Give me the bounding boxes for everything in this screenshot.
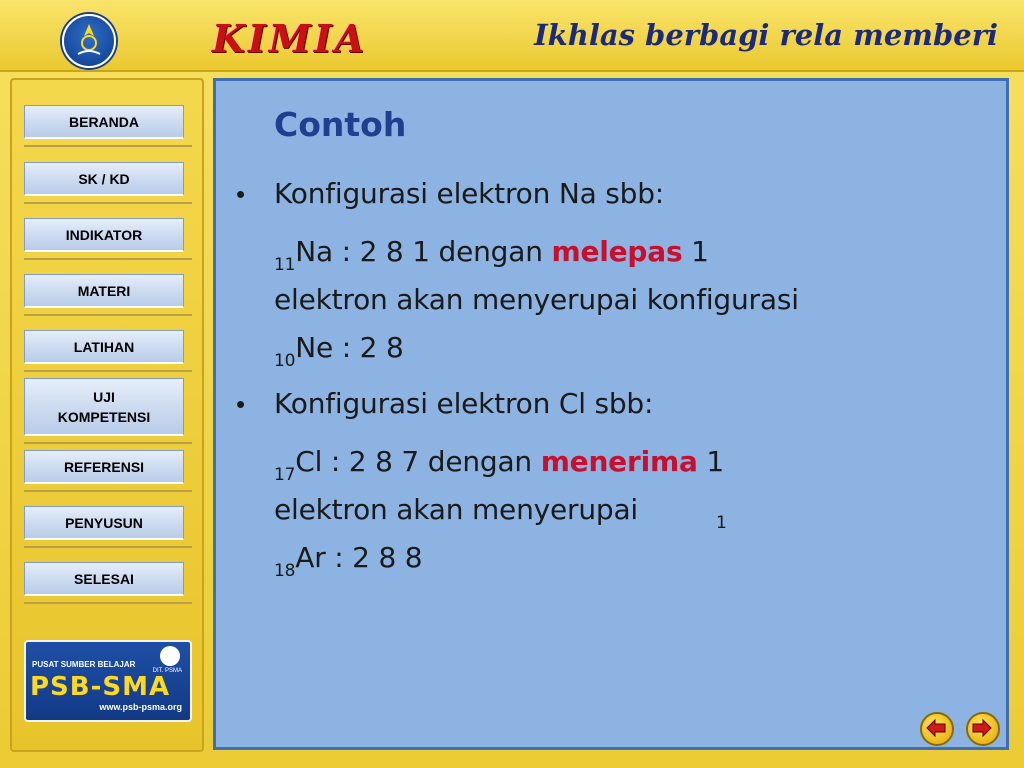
psb-sma-logo[interactable] — [24, 640, 192, 722]
ne-element: Ne — [295, 331, 334, 364]
na-element: Na — [295, 235, 333, 268]
header-bar — [0, 0, 1024, 72]
bullet-na-text: Konfigurasi elektron Na sbb: — [274, 177, 665, 210]
nav-divider — [24, 490, 192, 492]
ar-config: : 2 8 8 — [325, 541, 423, 574]
psb-name: PSB-SMA — [30, 672, 171, 702]
psb-mini-text: DIT. PSMA — [152, 668, 182, 674]
menerima-highlight: menerima — [540, 445, 698, 478]
ar-config-line — [274, 541, 423, 581]
bullet-icon: • — [236, 179, 246, 209]
nav-divider — [24, 370, 192, 372]
psb-top-text: PUSAT SUMBER BELAJAR — [32, 660, 136, 669]
nav-divider — [24, 202, 192, 204]
melepas-highlight: melepas — [551, 235, 683, 268]
ne-config-line — [274, 331, 404, 371]
ne-config: : 2 8 — [333, 331, 404, 364]
content-panel — [213, 78, 1009, 750]
arrow-left-icon[interactable] — [920, 712, 954, 746]
emblem-icon — [160, 646, 180, 666]
stray-subscript: 1 — [716, 513, 727, 533]
nav-penyusun-button[interactable]: PENYUSUN — [24, 506, 184, 540]
ne-subscript: 10 — [274, 351, 296, 371]
cl-config: : 2 8 7 dengan — [322, 445, 541, 478]
nav-sk-kd-button[interactable]: SK / KD — [24, 162, 184, 196]
nav-latihan-button[interactable]: LATIHAN — [24, 330, 184, 364]
motto-text: Ikhlas berbagi rela memberi — [534, 18, 998, 52]
cl-line2: elektron akan menyerupai — [274, 493, 638, 526]
arrow-right-icon[interactable] — [966, 712, 1000, 746]
cl-element: Cl — [295, 445, 323, 478]
nav-divider — [24, 145, 192, 147]
nav-divider — [24, 546, 192, 548]
nav-divider — [24, 258, 192, 260]
bullet-cl-text: Konfigurasi elektron Cl sbb: — [274, 387, 654, 420]
cl-after: 1 — [697, 445, 724, 478]
nav-divider — [24, 602, 192, 604]
na-config-line — [274, 235, 709, 275]
tut-wuri-handayani-emblem-icon — [62, 14, 116, 68]
nav-beranda-button[interactable]: BERANDA — [24, 105, 184, 139]
nav-materi-button[interactable]: MATERI — [24, 274, 184, 308]
nav-divider — [24, 442, 192, 444]
na-config: : 2 8 1 dengan — [332, 235, 552, 268]
bullet-icon: • — [236, 389, 246, 419]
ar-element: Ar — [295, 541, 326, 574]
nav-selesai-button[interactable]: SELESAI — [24, 562, 184, 596]
slide-heading: Contoh — [274, 105, 407, 144]
na-subscript: 11 — [274, 255, 296, 275]
nav-uji-kompetensi-button[interactable]: UJI KOMPETENSI — [24, 378, 184, 436]
cl-config-line — [274, 445, 724, 485]
nav-referensi-button[interactable]: REFERENSI — [24, 450, 184, 484]
psb-url: www.psb-psma.org — [99, 702, 182, 712]
na-line2: elektron akan menyerupai konfigurasi — [274, 283, 799, 316]
nav-indikator-button[interactable]: INDIKATOR — [24, 218, 184, 252]
app-title: KIMIA — [212, 16, 368, 61]
na-after: 1 — [682, 235, 709, 268]
ar-subscript: 18 — [274, 561, 296, 581]
nav-divider — [24, 314, 192, 316]
cl-subscript: 17 — [274, 465, 296, 485]
